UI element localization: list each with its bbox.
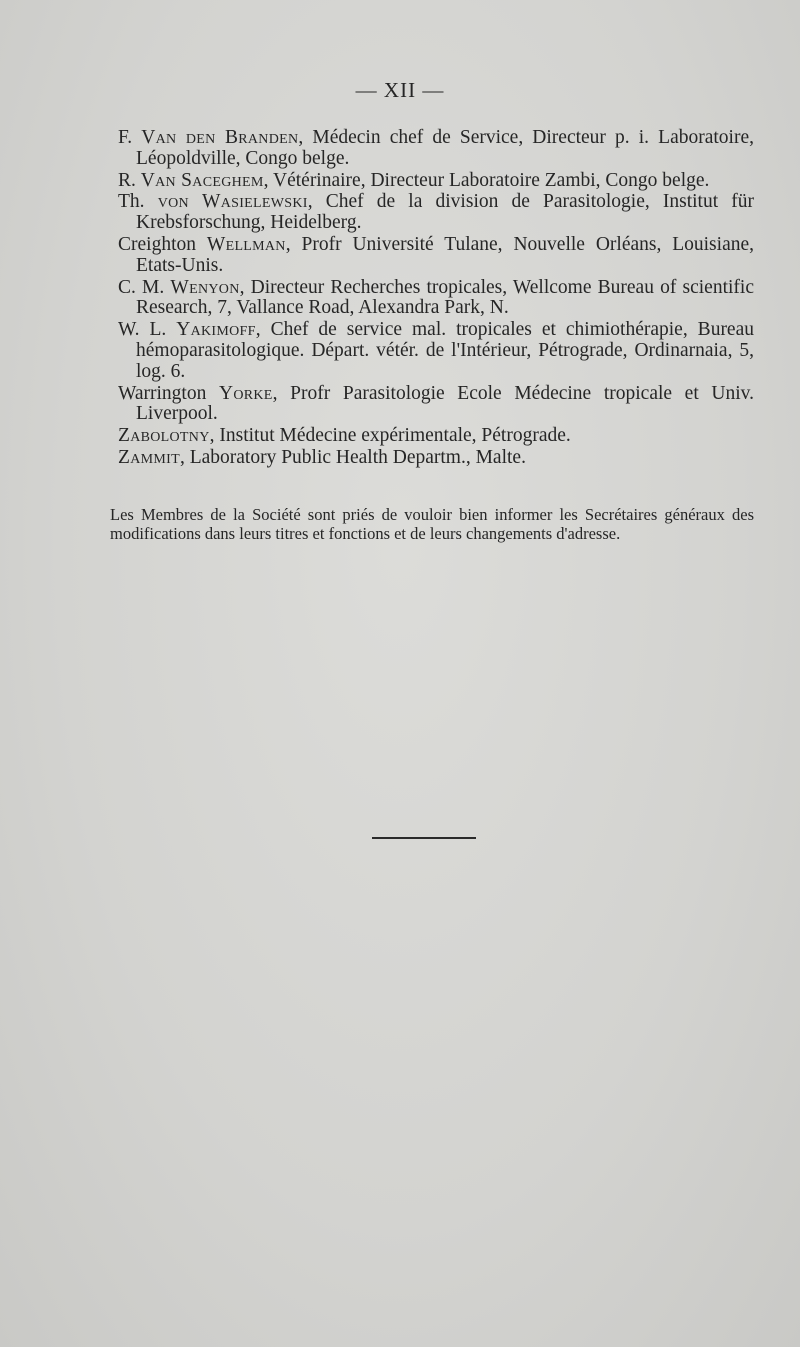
member-prefix: W. L. xyxy=(118,319,177,341)
member-prefix: F. xyxy=(118,127,142,148)
member-name: Van Saceghem xyxy=(140,169,264,191)
member-prefix: Th. xyxy=(118,191,158,213)
member-entry xyxy=(118,384,754,426)
member-entry xyxy=(118,171,754,192)
member-prefix: Warrington xyxy=(118,382,219,404)
member-entry xyxy=(118,192,754,234)
member-details: , Vétérinaire, Directeur Laboratoire Zambi, Congo belge. xyxy=(263,169,710,191)
member-name: Zammit xyxy=(118,446,180,468)
member-entry xyxy=(118,235,754,277)
member-details: , Profr Université Tulane, Nouvelle Orléans, Louisiane, Etats-Unis. xyxy=(136,233,754,276)
section-divider xyxy=(372,837,476,839)
member-details: , Laboratory Public Health Departm., Malte. xyxy=(179,446,526,468)
member-entry xyxy=(118,320,754,382)
member-list xyxy=(118,128,754,470)
member-name: Wenyon xyxy=(170,276,240,298)
member-entry xyxy=(118,426,754,447)
member-prefix: R. xyxy=(118,169,141,191)
address-change-notice: Les Membres de la Société sont priés de vouloir bien informer les Secrétaires généraux des modifications dans leurs titres et fonctions et de leurs changements d'adresse. xyxy=(110,505,754,543)
member-name: Van den Branden xyxy=(141,127,299,148)
page-number: — XII — xyxy=(355,78,445,102)
member-prefix: Creighton xyxy=(118,233,207,255)
member-entry xyxy=(118,278,754,320)
member-details: , Chef de service mal. tropicales et chimiothérapie, Bureau hémoparasitologique. Départ. vétér. de l'Intérieur, Pétrograde, Ordinarnaia, 5, log. 6. xyxy=(136,319,754,382)
member-details: , Médecin chef de Service, Directeur p. i. Laboratoire, Léopoldville, Congo belge. xyxy=(136,127,754,169)
member-details: , Chef de la division de Parasitologie, Institut für Krebsforschung, Heidelberg. xyxy=(136,191,754,234)
member-name: Yakimoff xyxy=(176,319,256,341)
member-prefix: C. M. xyxy=(118,276,171,298)
member-entry xyxy=(118,128,754,170)
member-name: Wellman xyxy=(206,233,286,255)
member-entry xyxy=(118,448,754,469)
member-name: Zabolotny xyxy=(118,425,210,447)
member-name: von Wasielewski xyxy=(157,191,308,213)
member-details: , Profr Parasitologie Ecole Médecine tropicale et Univ. Liverpool. xyxy=(136,382,754,425)
member-name: Yorke xyxy=(218,382,273,404)
member-details: , Institut Médecine expérimentale, Pétrograde. xyxy=(209,425,571,447)
member-details: , Directeur Recherches tropicales, Wellcome Bureau of scientific Research, 7, Vallance Road, Alexandra Park, N. xyxy=(136,276,754,319)
